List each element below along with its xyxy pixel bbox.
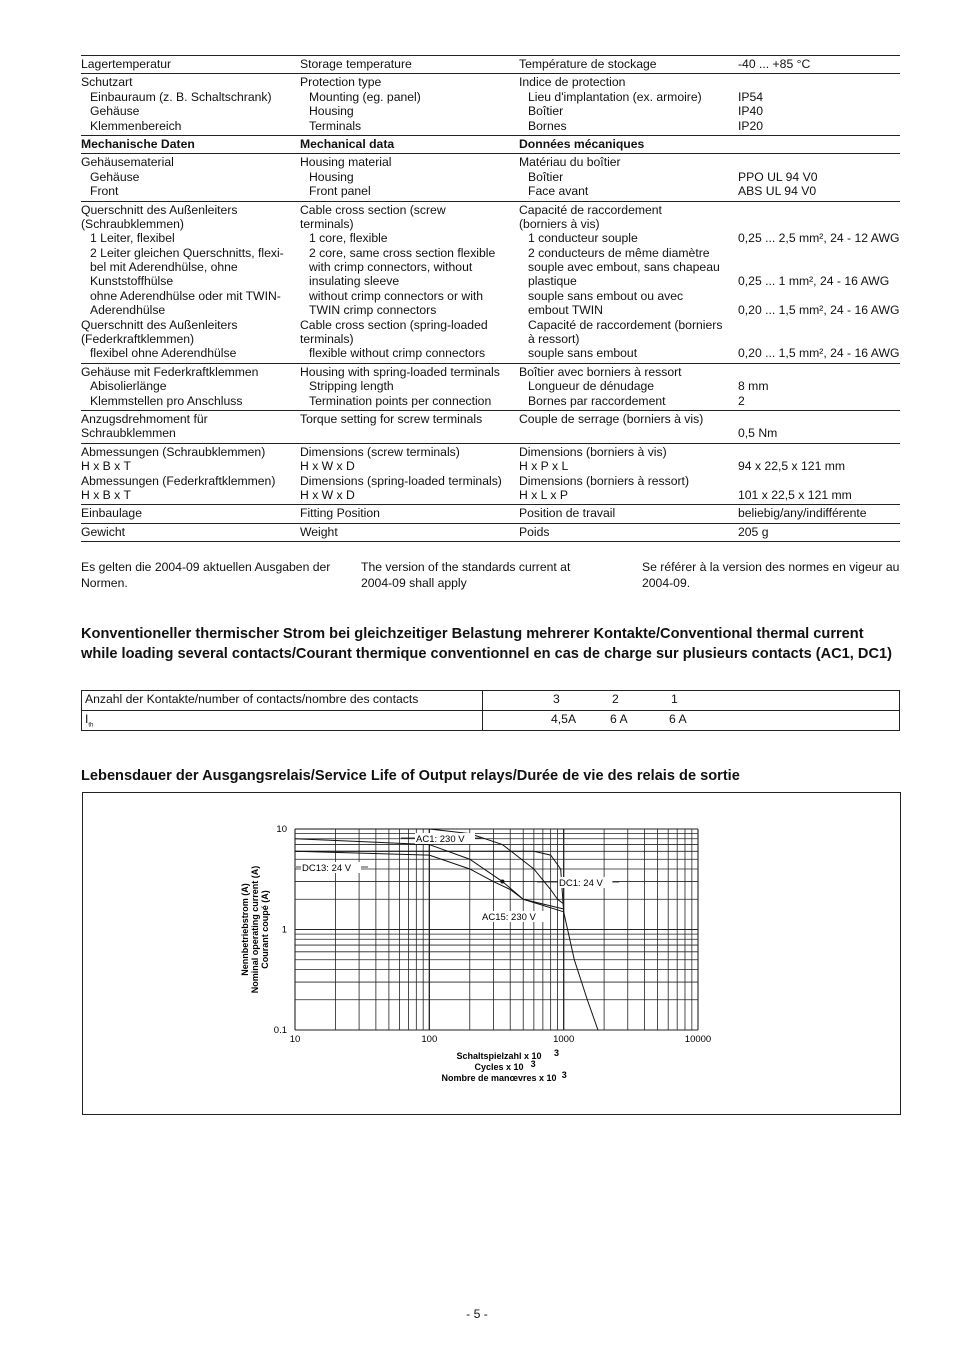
contacts-value: 3 xyxy=(553,692,560,706)
spec-line: 205 g xyxy=(738,524,769,539)
spec-cell-fr xyxy=(519,56,738,74)
spec-line: Abmessungen (Schraubklemmen) xyxy=(81,444,266,459)
y-axis-label: Nominal operating current (A) xyxy=(250,865,260,994)
spec-line: Housing material xyxy=(300,155,392,170)
spec-line: Schutzart xyxy=(81,75,133,90)
spec-cell-val xyxy=(738,505,900,523)
spec-cell-de xyxy=(81,201,300,363)
spec-line: 1 core, flexible xyxy=(309,231,388,246)
spec-line xyxy=(738,137,900,151)
spec-line: Face avant xyxy=(528,184,589,199)
spec-line: Longueur de dénudage xyxy=(528,379,655,394)
spec-cell-de xyxy=(81,523,300,541)
spec-line: Bornes xyxy=(528,118,567,133)
specifications-table xyxy=(81,55,900,542)
contacts-value: 1 xyxy=(671,692,678,706)
norms-note-fr: Se référer à la version des normes en vigeur au 2004-09. xyxy=(642,560,900,590)
spec-line: Lieu d'implantation (ex. armoire) xyxy=(528,89,702,104)
spec-line: 101 x 22,5 x 121 mm xyxy=(738,487,852,502)
contacts-row xyxy=(82,691,900,711)
spec-row xyxy=(81,363,900,410)
spec-cell-fr xyxy=(519,523,738,541)
x-tick-label: 100 xyxy=(421,1034,438,1045)
spec-line: Klemmstellen pro Anschluss xyxy=(90,393,243,408)
spec-cell-val xyxy=(738,154,900,201)
spec-line: Housing xyxy=(309,104,354,119)
spec-line: 2 xyxy=(738,393,745,408)
spec-cell-en xyxy=(300,363,519,410)
spec-line: Abisolierlänge xyxy=(90,379,167,394)
spec-line: Anzugsdrehmoment für xyxy=(81,411,208,426)
spec-line: 2 conducteurs de même diamètre xyxy=(528,245,710,260)
spec-line: Front xyxy=(90,184,119,199)
x-axis-label-exponent: 3 xyxy=(530,1059,536,1069)
spec-line: Klemmenbereich xyxy=(90,118,182,133)
spec-line: terminals) xyxy=(300,332,354,347)
spec-line: Mounting (eg. panel) xyxy=(309,89,421,104)
spec-line: IP40 xyxy=(738,104,764,119)
spec-line: Aderendhülse xyxy=(90,303,166,318)
spec-cell-val xyxy=(738,363,900,410)
spec-cell-val xyxy=(738,443,900,505)
spec-cell-en xyxy=(300,135,519,153)
spec-cell-val xyxy=(738,201,900,363)
y-tick-label: 0.1 xyxy=(273,1025,287,1036)
ith-label: $I_{th}$ xyxy=(82,711,483,731)
spec-cell-en xyxy=(300,410,519,443)
spec-cell-val xyxy=(738,74,900,136)
ith-row xyxy=(82,711,900,731)
y-tick-label: 10 xyxy=(276,824,287,835)
spec-line: Mechanische Daten xyxy=(81,136,195,151)
spec-line: Poids xyxy=(519,524,550,539)
spec-line: Boîtier avec borniers à ressort xyxy=(519,364,682,379)
spec-cell-de xyxy=(81,135,300,153)
spec-line: beliebig/any/indifférente xyxy=(738,506,867,521)
spec-line: -40 ... +85 °C xyxy=(738,57,811,71)
series-label: DC13: 24 V xyxy=(302,863,352,874)
spec-line: 0,5 Nm xyxy=(738,426,778,441)
spec-line: H x W x D xyxy=(300,459,355,474)
spec-line: Gehäuse mit Federkraftklemmen xyxy=(81,364,259,379)
spec-line: H x L x P xyxy=(519,487,568,502)
spec-line: flexible without crimp connectors xyxy=(309,346,486,361)
spec-line: flexibel ohne Aderendhülse xyxy=(90,346,237,361)
spec-cell-fr xyxy=(519,410,738,443)
spec-cell-de xyxy=(81,74,300,136)
spec-row xyxy=(81,154,900,201)
ith-value: 6 A xyxy=(669,712,687,726)
spec-line: 0,25 ... 1 mm², 24 - 16 AWG xyxy=(738,274,890,289)
spec-line: Weight xyxy=(300,524,338,539)
spec-line: Protection type xyxy=(300,75,382,90)
spec-line: terminals) xyxy=(300,216,354,231)
spec-row xyxy=(81,505,900,523)
spec-line: Querschnitt des Außenleiters xyxy=(81,202,238,217)
spec-line: Abmessungen (Federkraftklemmen) xyxy=(81,473,276,488)
x-tick-label: 10 xyxy=(289,1034,301,1045)
spec-line: PPO UL 94 V0 xyxy=(738,169,818,184)
spec-line xyxy=(738,246,900,260)
contacts-label: Anzahl der Kontakte/number of contacts/nombre des contacts xyxy=(82,691,483,711)
spec-cell-en xyxy=(300,443,519,505)
spec-line: (borniers à vis) xyxy=(519,216,600,231)
spec-row xyxy=(81,74,900,136)
spec-cell-fr xyxy=(519,363,738,410)
spec-line: Température de stockage xyxy=(519,57,657,71)
spec-cell-de xyxy=(81,363,300,410)
spec-line: Boîtier xyxy=(528,104,564,119)
page-number: - 5 - xyxy=(466,1307,488,1321)
spec-row xyxy=(81,443,900,505)
spec-line xyxy=(738,474,900,488)
y-tick-label: 1 xyxy=(281,924,287,936)
spec-line: insulating sleeve xyxy=(309,274,400,289)
spec-line: Querschnitt des Außenleiters xyxy=(81,317,238,332)
spec-line: embout TWIN xyxy=(528,303,603,318)
spec-cell-de xyxy=(81,56,300,74)
spec-line: H x P x L xyxy=(519,459,569,474)
ith-value: 6 A xyxy=(610,712,628,726)
spec-cell-fr xyxy=(519,201,738,363)
spec-line: Capacité de raccordement (borniers xyxy=(528,317,723,332)
spec-line: à ressort) xyxy=(528,332,580,347)
spec-line: 1 conducteur souple xyxy=(528,231,638,246)
norms-note-en: The version of the standards current at 2004-09 shall apply xyxy=(361,560,571,590)
series-label: AC15: 230 V xyxy=(482,912,536,923)
spec-line: Gehäuse xyxy=(90,169,140,184)
spec-line: (Federkraftklemmen) xyxy=(81,332,195,347)
spec-line: Boîtier xyxy=(528,169,564,184)
spec-cell-fr xyxy=(519,154,738,201)
spec-line: Couple de serrage (borniers à vis) xyxy=(519,411,704,426)
y-axis-label: Nennbetriebstrom (A) xyxy=(240,883,250,976)
spec-cell-val xyxy=(738,135,900,153)
spec-line: 0,25 ... 2,5 mm², 24 - 12 AWG xyxy=(738,231,900,246)
chart-frame xyxy=(82,792,901,1115)
ith-value: 4,5A xyxy=(551,712,577,726)
spec-line: Einbauraum (z. B. Schaltschrank) xyxy=(90,89,272,104)
spec-line: souple sans embout ou avec xyxy=(528,288,684,303)
spec-line: Capacité de raccordement xyxy=(519,202,662,217)
contacts-value: 2 xyxy=(612,692,619,706)
spec-line: Schraubklemmen xyxy=(81,426,176,441)
spec-line: with crimp connectors, without xyxy=(309,260,473,275)
spec-line: (Schraubklemmen) xyxy=(81,216,184,231)
spec-line: 94 x 22,5 x 121 mm xyxy=(738,459,846,474)
spec-line: Dimensions (spring-loaded terminals) xyxy=(300,473,502,488)
spec-line: Dimensions (borniers à ressort) xyxy=(519,473,690,488)
spec-cell-en xyxy=(300,56,519,74)
spec-line: 1 Leiter, flexibel xyxy=(90,231,175,246)
spec-line: Storage temperature xyxy=(300,57,412,71)
spec-row xyxy=(81,135,900,153)
series-line xyxy=(295,851,598,1030)
spec-line: Dimensions (screw terminals) xyxy=(300,444,460,459)
spec-line: 2 core, same cross section flexible xyxy=(309,245,496,260)
x-axis-label: Cycles x 10 xyxy=(474,1062,524,1072)
spec-line: Einbaulage xyxy=(81,506,142,521)
spec-line: Indice de protection xyxy=(519,75,626,90)
spec-line: 8 mm xyxy=(738,379,769,394)
spec-line xyxy=(738,365,900,379)
spec-line: plastique xyxy=(528,274,577,289)
spec-cell-val xyxy=(738,523,900,541)
spec-line: Housing with spring-loaded terminals xyxy=(300,364,500,379)
spec-line: H x B x T xyxy=(81,487,131,502)
spec-row xyxy=(81,410,900,443)
spec-line: Kunststoffhülse xyxy=(90,274,174,289)
spec-line: Bornes par raccordement xyxy=(528,393,666,408)
spec-cell-fr xyxy=(519,443,738,505)
x-tick-label: 1000 xyxy=(553,1034,575,1045)
series-label: DC1: 24 V xyxy=(559,878,603,889)
spec-cell-de xyxy=(81,505,300,523)
spec-cell-fr xyxy=(519,74,738,136)
spec-line: Matériau du boîtier xyxy=(519,155,621,170)
spec-line: Dimensions (borniers à vis) xyxy=(519,444,667,459)
spec-line: without crimp connectors or with xyxy=(309,288,484,303)
spec-line: Données mécaniques xyxy=(519,136,645,151)
x-axis-label: Nombre de manœvres x 10 xyxy=(441,1073,557,1083)
spec-line: Lagertemperatur xyxy=(81,57,172,71)
spec-line xyxy=(738,445,900,459)
spec-line: Fitting Position xyxy=(300,506,380,521)
spec-cell-en xyxy=(300,154,519,201)
spec-cell-val xyxy=(738,410,900,443)
spec-line xyxy=(738,75,900,89)
spec-cell-val xyxy=(738,56,900,74)
spec-line: ABS UL 94 V0 xyxy=(738,184,817,199)
spec-line: souple avec embout, sans chapeau xyxy=(528,260,720,275)
x-axis-label: Schaltspielzahl x 10 xyxy=(456,1051,542,1061)
x-axis-label-exponent: 3 xyxy=(561,1070,567,1080)
spec-line: Front panel xyxy=(309,184,371,199)
spec-row xyxy=(81,201,900,363)
spec-line xyxy=(738,155,900,169)
norms-note-de: Es gelten die 2004-09 aktuellen Ausgaben der Normen. xyxy=(81,560,331,590)
spec-line: Gewicht xyxy=(81,524,126,539)
spec-line: Stripping length xyxy=(309,379,394,394)
x-tick-label: 10000 xyxy=(684,1034,712,1045)
spec-line: 0,20 ... 1,5 mm², 24 - 16 AWG xyxy=(738,303,900,318)
spec-line: Torque setting for screw terminals xyxy=(300,411,483,426)
spec-line xyxy=(738,412,900,426)
spec-line: Mechanical data xyxy=(300,136,395,151)
spec-cell-de xyxy=(81,410,300,443)
spec-row xyxy=(81,56,900,74)
spec-line: TWIN crimp connectors xyxy=(309,303,437,318)
spec-line: Terminals xyxy=(309,118,362,133)
spec-line xyxy=(738,289,900,303)
thermal-current-title: Konventioneller thermischer Strom bei gleichzeitiger Belastung mehrerer Kontakte/Conventional thermal current while loading several contacts/Courant thermique conventionnel en cas de charge sur plusieurs contacts (AC1, DC1) xyxy=(81,626,892,662)
spec-line: IP20 xyxy=(738,118,764,133)
spec-line: Housing xyxy=(309,169,354,184)
spec-cell-en xyxy=(300,523,519,541)
x-axis-label-exponent: 3 xyxy=(554,1048,560,1058)
series-marker xyxy=(500,880,504,884)
spec-cell-en xyxy=(300,74,519,136)
spec-row xyxy=(81,523,900,541)
spec-cell-de xyxy=(81,443,300,505)
spec-cell-de xyxy=(81,154,300,201)
spec-line: bel mit Aderendhülse, ohne xyxy=(90,260,238,275)
spec-line: 0,20 ... 1,5 mm², 24 - 16 AWG xyxy=(738,346,900,361)
spec-line: Position de travail xyxy=(519,506,616,521)
spec-line: Cable cross section (screw xyxy=(300,202,446,217)
spec-line: Termination points per connection xyxy=(309,393,492,408)
spec-line xyxy=(738,318,900,332)
spec-line xyxy=(738,260,900,274)
spec-line: H x W x D xyxy=(300,487,355,502)
spec-cell-en xyxy=(300,201,519,363)
spec-line: IP54 xyxy=(738,89,764,104)
spec-line: Gehäusematerial xyxy=(81,155,174,170)
spec-cell-fr xyxy=(519,505,738,523)
spec-line xyxy=(738,203,900,217)
spec-line xyxy=(738,332,900,346)
spec-line: ohne Aderendhülse oder mit TWIN- xyxy=(90,288,281,303)
spec-cell-en xyxy=(300,505,519,523)
spec-line xyxy=(519,426,738,440)
service-life-chart xyxy=(83,793,900,1114)
service-life-title: Lebensdauer der Ausgangsrelais/Service Life of Output relays/Durée de vie des relais de sortie xyxy=(81,768,740,784)
spec-line: souple sans embout xyxy=(528,346,638,361)
y-axis-label: Courant coupé (A) xyxy=(260,890,270,969)
spec-cell-fr xyxy=(519,135,738,153)
spec-line: Cable cross section (spring-loaded xyxy=(300,317,488,332)
spec-line xyxy=(738,217,900,231)
spec-line xyxy=(300,426,519,440)
spec-line: Gehäuse xyxy=(90,104,140,119)
spec-line: H x B x T xyxy=(81,459,131,474)
series-label: AC1: 230 V xyxy=(416,834,465,845)
spec-line: 2 Leiter gleichen Querschnitts, flexi- xyxy=(90,245,284,260)
thermal-current-table xyxy=(81,690,900,731)
